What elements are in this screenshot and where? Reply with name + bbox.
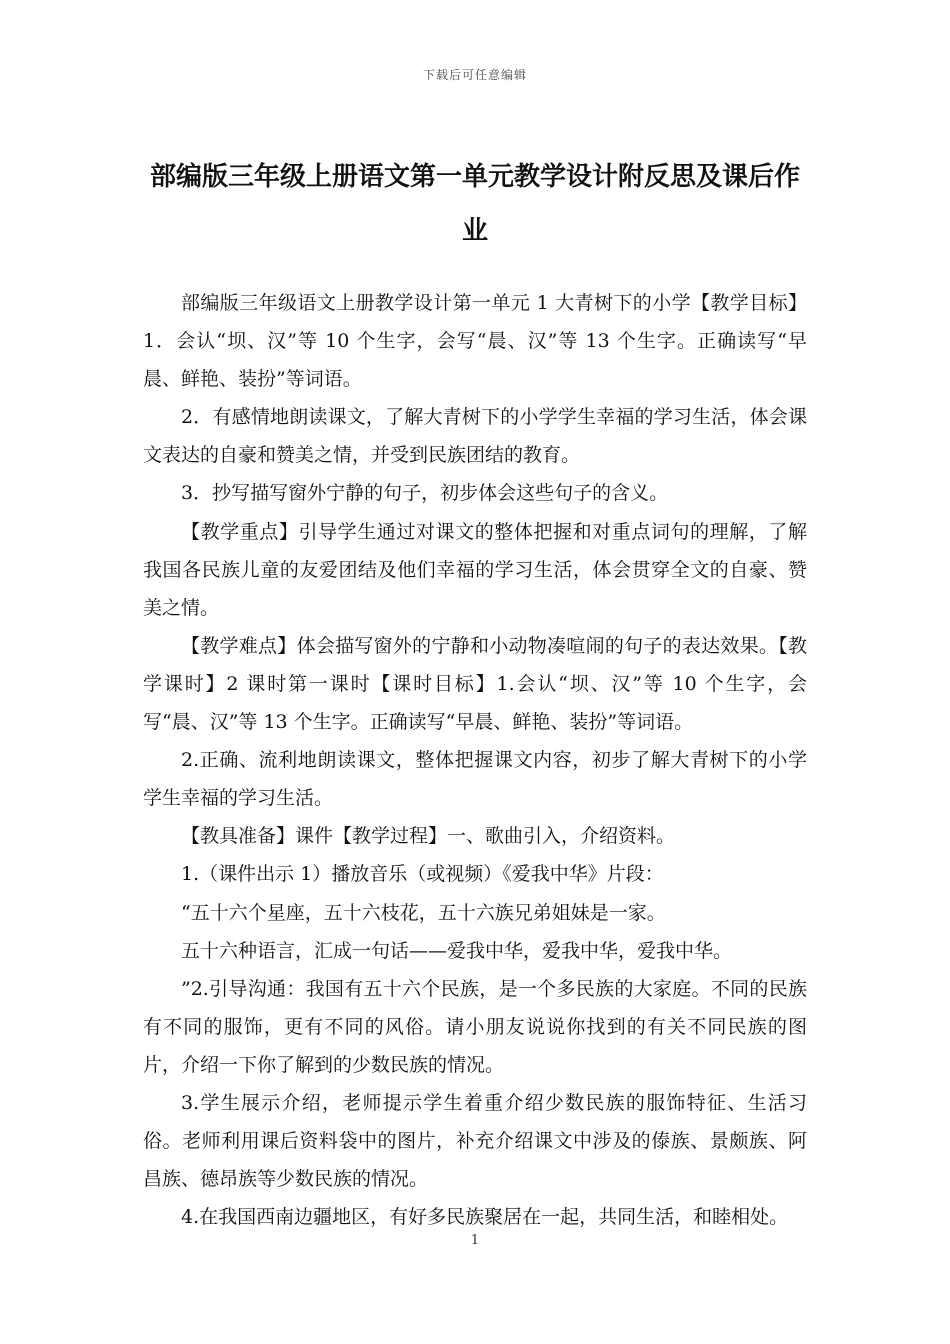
page-number: 1 — [470, 1233, 480, 1248]
paragraph: 【教具准备】课件【教学过程】一、歌曲引入，介绍资料。 — [181, 825, 676, 848]
paragraph: 【教学难点】体会描写窗外的宁静和小动物凑喧闹的句子的表达效果。【教学课时】2 课时第一课时【课时目标】1.会认“坝、汉”等 10 个生字，会写“晨、汉”等 13 个生字。正确读写“早晨、鲜艳、装扮”等词语。 — [143, 634, 807, 734]
paragraph: 4.在我国西南边疆地区，有好多民族聚居在一起，共同生活，和睦相处。 — [181, 1206, 789, 1229]
paragraph: 五十六种语言，汇成一句话——爱我中华，爱我中华，爱我中华。 — [181, 939, 733, 962]
paragraph: “五十六个星座，五十六枝花，五十六族兄弟姐妹是一家。 — [181, 901, 666, 924]
paragraph: ”2.引导沟通：我国有五十六个民族，是一个多民族的大家庭。不同的民族有不同的服饰，更有不同的风俗。请小朋友说说你找到的有关不同民族的图片，介绍一下你了解到的少数民族的情况。 — [143, 977, 807, 1076]
paragraph: 2.正确、流利地朗读课文，整体把握课文内容，初步了解大青树下的小学学生幸福的学习生活。 — [143, 749, 807, 810]
header-note: 下载后可任意编辑 — [422, 68, 527, 82]
paragraph: 3.学生展示介绍，老师提示学生着重介绍少数民族的服饰特征、生活习俗。老师利用课后资料袋中的图片，补充介绍课文中涉及的傣族、景颇族、阿昌族、德昂族等少数民族的情况。 — [143, 1091, 807, 1191]
paragraph: 【教学重点】引导学生通过对课文的整体把握和对重点词句的理解，了解我国各民族儿童的友爱团结及他们幸福的学习生活，体会贯穿全文的自豪、赞美之情。 — [143, 520, 807, 619]
paragraph: 2．有感情地朗读课文，了解大青树下的小学学生幸福的学习生活，体会课文表达的自豪和赞美之情，并受到民族团结的教育。 — [143, 406, 807, 467]
paragraph: 部编版三年级语文上册教学设计第一单元 1 大青树下的小学【教学目标】1．会认“坝、汉”等 10 个生字，会写“晨、汉”等 13 个生字。正确读写“早晨、鲜艳、装扮”等词语。 — [143, 292, 807, 391]
document-title: 部编版三年级上册语文第一单元教学设计附反思及课后作业 — [149, 162, 800, 246]
paragraph: 3．抄写描写窗外宁静的句子，初步体会这些句子的含义。 — [181, 482, 669, 505]
paragraph: 1.（课件出示 1）播放音乐（或视频）《爱我中华》片段： — [181, 863, 664, 886]
document-body — [143, 284, 807, 1236]
